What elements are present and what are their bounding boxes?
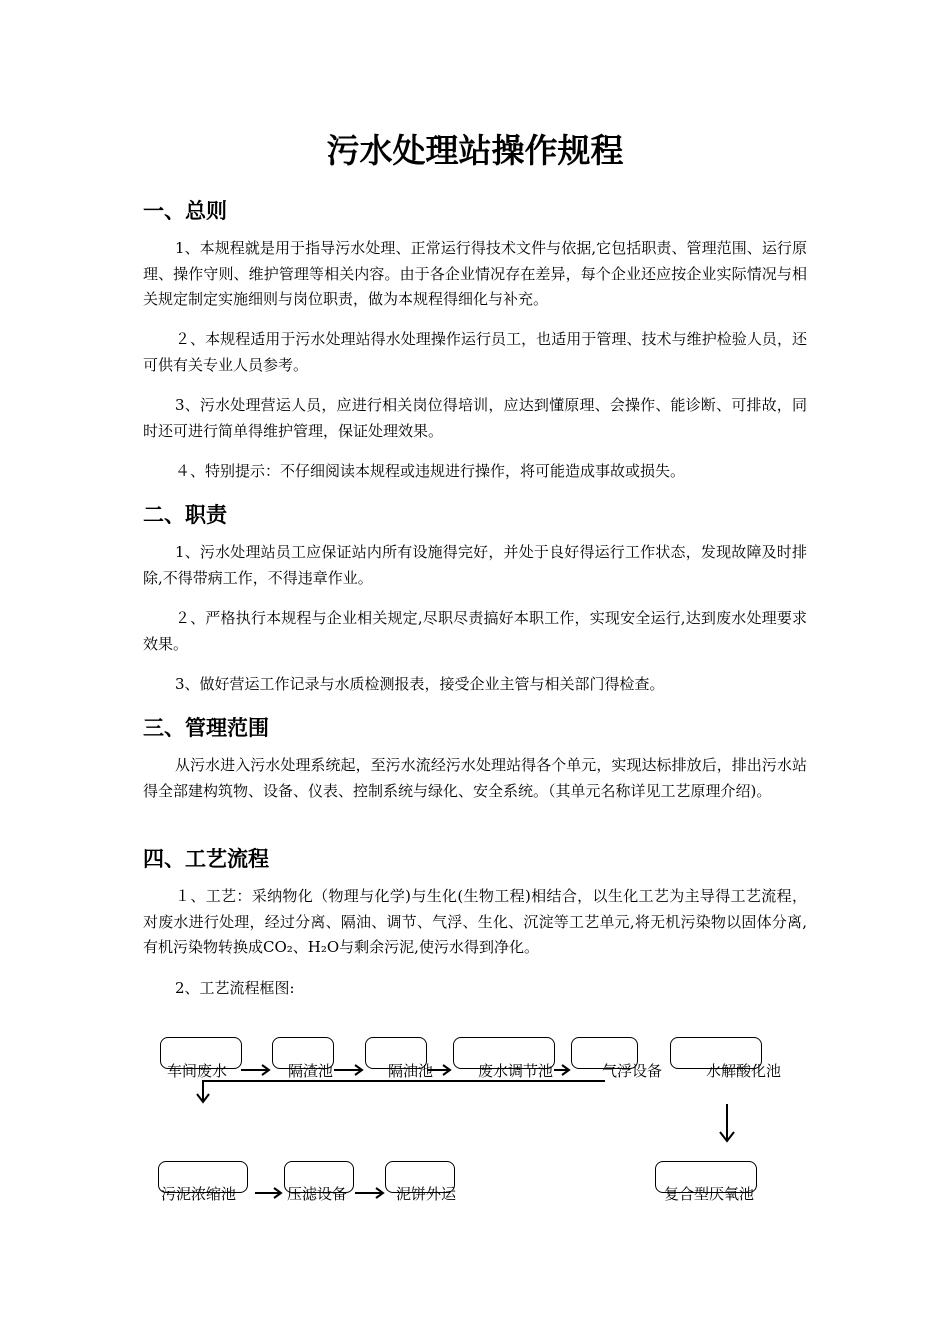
flow-node-hydrolysis-tank: 水解酸化池 xyxy=(706,1062,782,1080)
paragraph: 从污水进入污水处理系统起，至污水流经污水处理站得各个单元，实现达标排放后，排出污水站得全部建构筑物、设备、仪表、控制系统与绿化、安全系统。（其单元名称详见工艺原理介绍)。 xyxy=(143,756,807,800)
paragraph: ４、特别提示：不仔细阅读本规程或违规进行操作，将可能造成事故或损失。 xyxy=(175,462,686,480)
paragraph: ２、严格执行本规程与企业相关规定,尽职尽责搞好本职工作，实现安全运行,达到废水处理要求效果。 xyxy=(143,609,807,653)
flow-node-composite-anaerobic-tank: 复合型厌氧池 xyxy=(664,1185,755,1203)
flow-node-oil-separator: 隔油池 xyxy=(388,1062,434,1080)
section-heading-scope: 三、管理范围 xyxy=(143,716,269,740)
flow-node-screening-tank: 隔渣池 xyxy=(288,1062,334,1080)
flow-node-sludge-thickener: 污泥浓缩池 xyxy=(161,1185,237,1203)
flow-node-filter-press: 压滤设备 xyxy=(287,1185,348,1203)
paragraph: 1、污水处理站员工应保证站内所有设施得完好，并处于良好得运行工作状态，发现故障及时排除,不得带病工作，不得违章作业。 xyxy=(143,543,807,587)
flow-node-flotation-unit: 气浮设备 xyxy=(602,1062,663,1080)
flow-arrow xyxy=(203,1081,605,1100)
flow-node-workshop-wastewater: 车间废水 xyxy=(167,1062,228,1080)
section-heading-general: 一、总则 xyxy=(143,199,227,223)
flow-node-equalization-tank: 废水调节池 xyxy=(478,1062,554,1080)
page-title: 污水处理站操作规程 xyxy=(326,131,624,170)
flow-node-sludge-cake-disposal: 泥饼外运 xyxy=(396,1185,457,1203)
paragraph: 1、本规程就是用于指导污水处理、正常运行得技术文件与依据,它包括职责、管理范围、运行原理、操作守则、维护管理等相关内容。由于各企业情况存在差异，每个企业还应按企业实际情况与相关规定制定实施细则与岗位职责，做为本规程得细化与补充。 xyxy=(143,239,807,308)
paragraph: 3、污水处理营运人员，应进行相关岗位得培训，应达到懂原理、会操作、能诊断、可排故，同时还可进行简单得维护管理，保证处理效果。 xyxy=(143,396,807,440)
paragraph: 2、工艺流程框图: xyxy=(175,979,295,997)
paragraph: ２、本规程适用于污水处理站得水处理操作运行员工，也适用于管理、技术与维护检验人员，还可供有关专业人员参考。 xyxy=(143,330,807,374)
section-heading-duties: 二、职责 xyxy=(143,503,227,527)
paragraph: 3、做好营运工作记录与水质检测报表，接受企业主管与相关部门得检查。 xyxy=(175,675,665,693)
paragraph: １、工艺：采纳物化（物理与化学)与生化(生物工程)相结合，以生化工艺为主导得工艺流程，对废水进行处理，经过分离、隔油、调节、气浮、生化、沉淀等工艺单元,将无机污染物以固体分离,有机污染物转换成CO₂、H₂O与剩余污泥,使污水得到净化。 xyxy=(143,887,807,956)
section-heading-process: 四、工艺流程 xyxy=(143,847,269,871)
